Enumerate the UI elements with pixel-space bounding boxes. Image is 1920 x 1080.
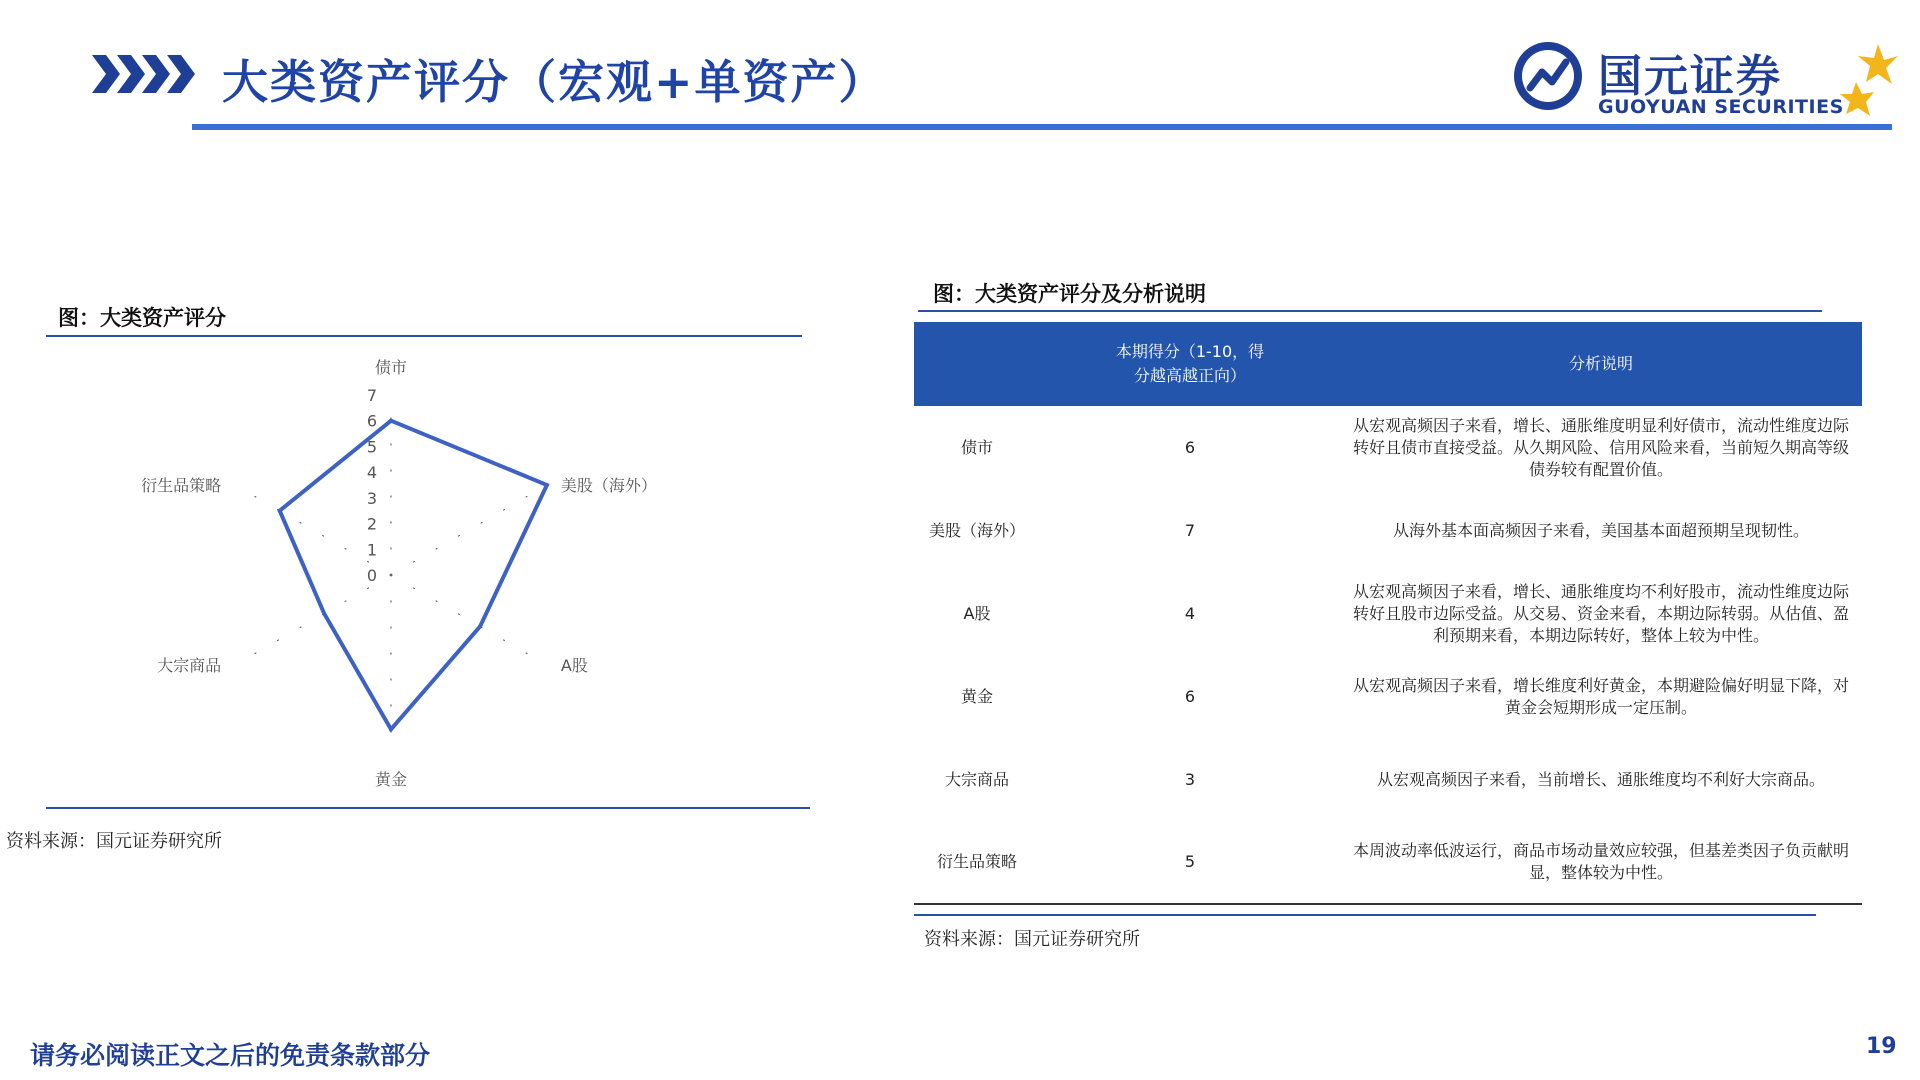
radar-data-point xyxy=(322,612,326,616)
row-score: 6 xyxy=(1184,437,1196,457)
table-row xyxy=(914,738,1862,821)
radar-tick-label: 7 xyxy=(366,386,377,405)
company-logo xyxy=(1510,36,1900,124)
logo-emblem-icon xyxy=(1510,36,1590,120)
row-score: 5 xyxy=(1040,821,1340,904)
radar-chart xyxy=(100,355,700,795)
row-asset: 债市 xyxy=(960,437,993,457)
row-score: 6 xyxy=(1184,686,1196,706)
radar-tick-label: 0 xyxy=(366,566,377,585)
row-score: 3 xyxy=(1184,769,1196,789)
chevrons-icon xyxy=(92,55,197,93)
row-desc: 从海外基本面高频因子来看，美国基本面超预期呈现韧性。 xyxy=(1392,520,1809,540)
radar-category-label: 黄金 xyxy=(374,770,408,789)
logo-stars-icon xyxy=(1838,42,1900,118)
table-header-asset xyxy=(914,322,1040,406)
row-score: 7 xyxy=(1184,520,1196,540)
radar-tick-label: 2 xyxy=(366,514,377,534)
row-asset: A股 xyxy=(963,603,991,623)
radar-tick-label: 3 xyxy=(366,488,377,508)
radar-category-label: 衍生品策略 xyxy=(141,476,222,495)
radar-data-point xyxy=(478,624,482,628)
row-asset: 衍生品策略 xyxy=(914,821,1040,904)
table-row xyxy=(914,655,1862,738)
table-row xyxy=(914,406,1862,489)
row-asset: 美股（海外） xyxy=(928,520,1025,540)
table-row xyxy=(914,572,1862,655)
row-asset: 大宗商品 xyxy=(944,769,1009,789)
left-source-note: 资料来源：国元证券研究所 xyxy=(6,831,222,852)
radar-data-point xyxy=(278,509,282,513)
row-asset: 黄金 xyxy=(960,686,993,706)
logo-text-en: GUOYUAN SECURITIES xyxy=(1598,96,1844,118)
header-rule xyxy=(192,124,1892,130)
radar-chart-title: 图：大类资产评分 xyxy=(58,306,226,330)
left-bottom-rule xyxy=(46,807,810,809)
row-desc: 从宏观高频因子来看，当前增长、通胀维度均不利好大宗商品。 xyxy=(1376,769,1825,789)
row-score: 4 xyxy=(1184,603,1196,623)
radar-axis-line xyxy=(391,575,547,665)
row-desc: 从宏观高频因子来看，增长维度利好黄金，本期避险偏好明显下降，对黄金会短期形成一定压制。 xyxy=(1352,675,1849,717)
table-header-score: 本期得分（1-10，得分越高越正向） xyxy=(1040,322,1340,406)
radar-tick-label: 1 xyxy=(366,540,377,560)
table-header-row xyxy=(914,322,1862,406)
right-bottom-rule xyxy=(914,914,1816,916)
row-desc: 从宏观高频因子来看，增长、通胀维度明显利好债市，流动性维度边际转好且债市直接受益。从久期风险、信用风险来看，当前短久期高等级债券较有配置价值。 xyxy=(1352,415,1849,479)
table-row xyxy=(914,489,1862,572)
page-number: 19 xyxy=(1866,1034,1897,1059)
disclaimer-text: 请务必阅读正文之后的免责条款部分 xyxy=(30,1041,431,1070)
score-table xyxy=(914,322,1862,905)
radar-category-label: 债市 xyxy=(374,358,408,377)
table-row xyxy=(914,821,1862,904)
radar-data-point xyxy=(389,727,393,731)
right-source-note: 资料来源：国元证券研究所 xyxy=(924,929,1140,950)
table-header-desc: 分析说明 xyxy=(1340,322,1862,406)
page-title: 大类资产评分（宏观+单资产） xyxy=(222,55,887,109)
logo-text-cn: 国元证券 xyxy=(1598,51,1782,102)
radar-tick-label: 6 xyxy=(366,411,377,431)
radar-data-point xyxy=(545,483,549,487)
row-desc: 从宏观高频因子来看，增长、通胀维度均不利好股市，流动性维度边际转好且股市边际受益。从交易、资金来看，本期边际转弱。从估值、盈利预期来看，本期边际转好，整体上较为中性。 xyxy=(1352,581,1849,645)
left-title-rule xyxy=(46,335,802,337)
row-desc: 本周波动率低波运行，商品市场动量效应较强，但基差类因子负贡献明显，整体较为中性。 xyxy=(1340,821,1862,904)
radar-category-label: A股 xyxy=(560,656,588,675)
right-title-rule xyxy=(918,310,1822,312)
radar-data-point xyxy=(389,419,393,423)
radar-category-label: 大宗商品 xyxy=(157,656,222,675)
radar-tick-label: 5 xyxy=(366,437,377,457)
radar-tick-label: 4 xyxy=(366,463,377,483)
table-title: 图：大类资产评分及分析说明 xyxy=(933,282,1206,306)
radar-series-line xyxy=(280,421,547,730)
radar-category-label: 美股（海外） xyxy=(560,476,657,495)
